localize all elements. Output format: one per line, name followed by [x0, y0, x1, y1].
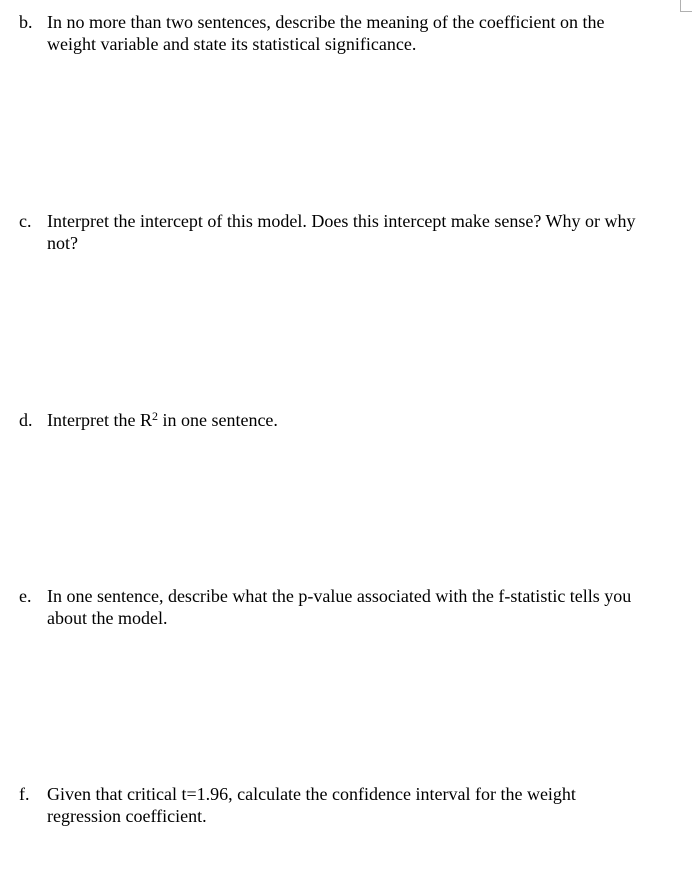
question-d-text-before: Interpret the R	[47, 410, 152, 430]
question-b-line-2: weight variable and state its statistical significance.	[47, 34, 417, 54]
question-d-text	[47, 409, 679, 431]
question-c-line-1: Interpret the intercept of this model. Does this intercept make sense? Why or why	[47, 211, 636, 231]
question-b-text	[47, 11, 679, 55]
question-e-line-1: In one sentence, describe what the p-value associated with the f-statistic tells you	[47, 586, 632, 606]
question-f-letter: f.	[19, 784, 30, 804]
question-c-text	[47, 210, 679, 254]
question-e-letter: e.	[19, 586, 32, 606]
question-d-letter: d.	[19, 410, 33, 430]
page-corner-mark	[680, 0, 692, 12]
question-b-letter: b.	[19, 12, 33, 32]
question-d-superscript: 2	[151, 409, 158, 423]
question-e-line-2: about the model.	[47, 608, 168, 628]
question-c-letter: c.	[19, 211, 32, 231]
question-e-text	[47, 585, 679, 629]
question-f-line-1: Given that critical t=1.96, calculate the confidence interval for the weight	[47, 784, 576, 804]
question-c-line-2: not?	[47, 233, 78, 253]
question-f-line-2: regression coefficient.	[47, 806, 207, 826]
question-b-line-1: In no more than two sentences, describe the meaning of the coefficient on the	[47, 12, 605, 32]
question-f-text	[47, 783, 679, 827]
question-d-text-after: in one sentence.	[157, 410, 278, 430]
